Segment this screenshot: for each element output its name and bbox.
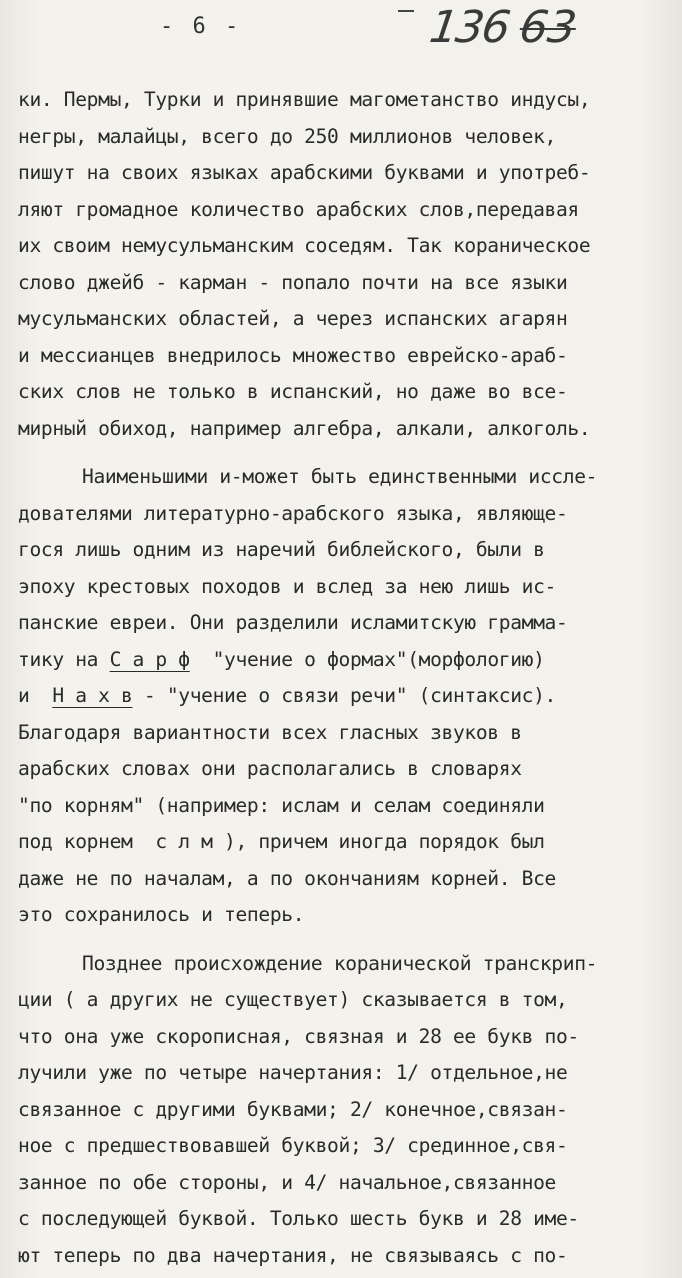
- text-line: и мессианцев внедрилось множество еврейско-араб-: [18, 343, 568, 367]
- text-line: лучили уже по четыре начертания: 1/ отдельное,не: [18, 1061, 568, 1084]
- text-line: ции ( а других не существует) сказывается в том,: [18, 988, 568, 1011]
- text-line: связанное с другими буквами; 2/ конечное,связан-: [18, 1097, 568, 1121]
- archive-number-handwritten: 136: [426, 2, 512, 53]
- text-line: Благодаря вариантности всех гласных звуков в: [18, 720, 522, 744]
- text-line: арабских словах они располагались в словарях: [18, 757, 522, 780]
- text-line-sarf: [18, 642, 678, 679]
- text-line: что она уже скорописная, связная и 28 ее букв по-: [18, 1024, 579, 1048]
- text-line: "по корням" (например: ислам и селам соединяли: [18, 793, 545, 817]
- paragraph-1: [18, 82, 678, 447]
- text-fragment: и: [18, 684, 53, 707]
- text-line: Позднее происхождение коранической транскрип-: [82, 951, 598, 975]
- term-sarf: С а р ф: [109, 647, 190, 671]
- text-line: ное с предшествовавшей буквой; 3/ срединное,свя-: [18, 1134, 568, 1157]
- text-line: гося лишь одним из наречий библейского, были в: [18, 538, 545, 561]
- text-line: ских слов не только в испанский, но даже во все-: [18, 380, 568, 403]
- text-line: слово джейб - карман - попало почти на все языки: [18, 270, 568, 294]
- text-line: мусульманских областей, а через испанских агарян: [18, 307, 568, 330]
- text-line: даже не по началам, а по окончаниям корней. Все: [18, 866, 556, 890]
- text-line: ляют громадное количество арабских слов,передавая: [18, 197, 579, 221]
- text-fragment: "учение о формах"(морфологию): [189, 647, 545, 671]
- text-line: ки. Пермы, Турки и принявшие магометанство индусы,: [18, 88, 591, 111]
- paragraph-3: [18, 946, 678, 1275]
- text-line-nahv: [18, 678, 678, 715]
- text-line: ют теперь по два начертания, не связываясь с по-: [18, 1243, 568, 1267]
- text-line: эпоху крестовых походов и вслед за нею лишь ис-: [18, 574, 556, 598]
- text-line: это сохранилось и теперь.: [18, 903, 305, 926]
- text-fragment: - "учение о связи речи" (синтаксис).: [132, 684, 557, 707]
- body-text: [18, 82, 678, 1274]
- page-number: - 6 -: [160, 14, 242, 39]
- text-line: занное по обе стороны, и 4/ начальное,связанное: [18, 1170, 556, 1194]
- archive-number-handwritten-struck: 63: [516, 2, 580, 53]
- text-line: дователями литературно-арабского языка, являюще-: [18, 501, 568, 525]
- paragraph-2: [18, 459, 678, 934]
- text-line: их своим немусульманским соседям. Так кораническое: [18, 234, 591, 257]
- text-line: с последующей буквой. Только шесть букв и 28 име-: [18, 1207, 579, 1230]
- handwritten-dash: [398, 10, 414, 12]
- text-line: мирный обиход, например алгебра, алкали, алкоголь.: [18, 416, 591, 440]
- text-line: негры, малайцы, всего до 250 миллионов человек,: [18, 124, 556, 148]
- term-nahv: Н а х в: [52, 684, 133, 707]
- text-line: Наименьшими и-может быть единственными иссле-: [82, 465, 598, 488]
- text-line: панские евреи. Они разделили исламитскую грамма-: [18, 611, 568, 634]
- text-line: пишут на своих языках арабскими буквами и употреб-: [18, 161, 591, 184]
- text-fragment: тику на: [18, 647, 110, 671]
- text-line: под корнем с л м ), причем иногда порядок был: [18, 830, 545, 853]
